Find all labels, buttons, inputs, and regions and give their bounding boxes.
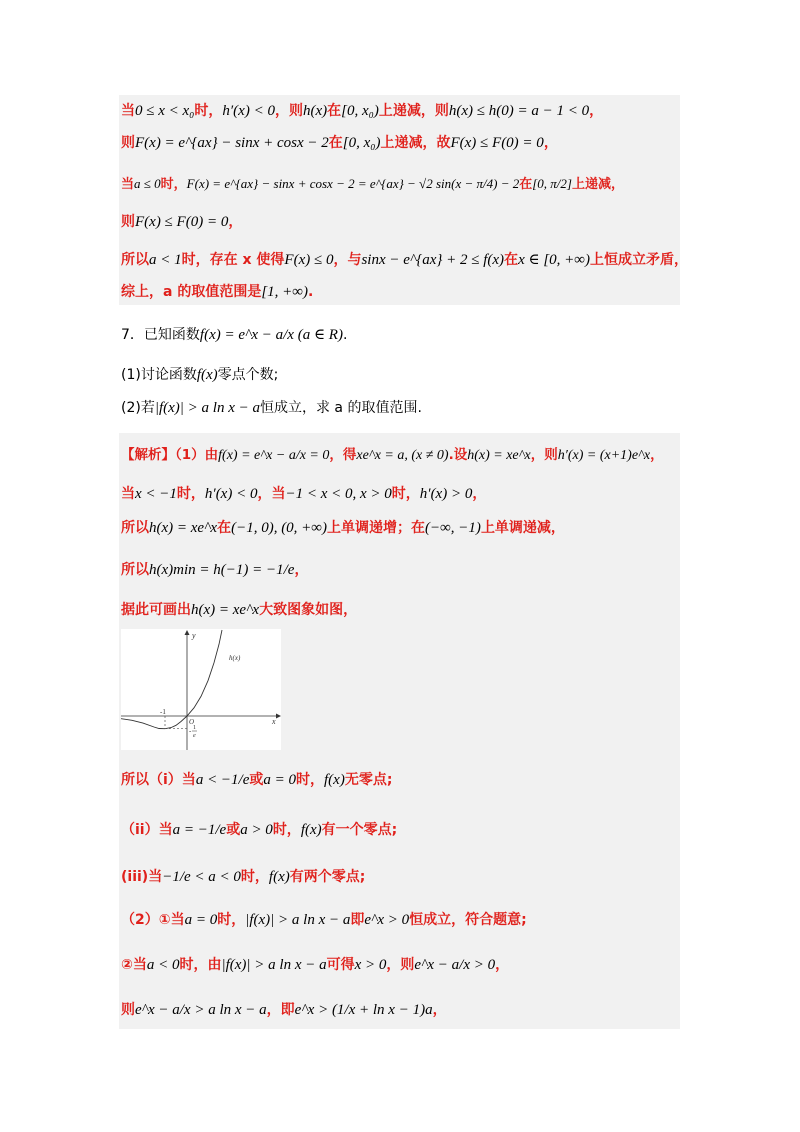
sol-line-5: 据此可画出h(x) = xe^x大致图象如图， xyxy=(121,602,358,618)
y-tick-denominator: e xyxy=(193,733,196,739)
prev-line-6: 综上，a 的取值范围是[1, +∞). xyxy=(121,284,314,300)
prev-line-4: 则F(x) ≤ F(0) = 0， xyxy=(121,214,243,230)
sol-line-1: 【解析】（1）由f(x) = e^x − a/x = 0，得xe^x = a, (x ≠ 0).设h(x) = xe^x，则h′(x) = (x+1)e^x， xyxy=(121,447,664,463)
sol-line-6: 所以（i）当a < −1/e或a = 0时，f(x)无零点; xyxy=(121,772,393,788)
sol-line-9: （2）①当a = 0时，|f(x)| > a ln x − a即e^x > 0恒成立，符合题意; xyxy=(121,912,527,928)
sol-line-3: 所以h(x) = xe^x在(−1, 0), (0, +∞)上单调递增；在(−∞, −1)上单调递减， xyxy=(121,520,565,536)
curve-label: h(x) xyxy=(229,654,241,662)
hx-curve xyxy=(121,630,222,729)
origin-label: O xyxy=(189,718,195,726)
prev-line-1: 当0 ≤ x < x₀时，h′(x) < 0，则h(x)在[0, x₀)上递减，则h(x) ≤ h(0) = a − 1 < 0， xyxy=(121,103,604,119)
x-axis-arrow xyxy=(276,714,281,719)
sol-line-10: ②当a < 0时，由|f(x)| > a ln x − a可得x > 0，则e^x − a/x > 0， xyxy=(121,957,510,973)
sol-line-2: 当x < −1时，h′(x) < 0，当−1 < x < 0, x > 0时，h′(x) > 0， xyxy=(121,486,487,502)
prev-line-3: 当a ≤ 0时，F(x) = e^{ax} − sinx + cosx − 2 = e^{ax} − √2 sin(x − π/4) − 2在[0, π/2]上递减， xyxy=(121,176,624,192)
hx-graph-svg xyxy=(121,629,281,750)
y-tick-minus: - xyxy=(189,727,192,735)
hx-graph xyxy=(121,629,281,750)
problem7-stem: 7．已知函数f(x) = e^x − a/x (a ∈ R). xyxy=(121,327,348,343)
prev-solution-box xyxy=(119,95,688,305)
problem7-q1: (1)讨论函数f(x)零点个数; xyxy=(121,367,279,383)
x-axis-label: x xyxy=(272,717,276,726)
y-axis-label: y xyxy=(192,631,196,640)
sol-line-4: 所以h(x)min = h(−1) = −1/e， xyxy=(121,562,309,578)
y-axis-arrow xyxy=(185,630,190,635)
prev-line-2: 则F(x) = e^{ax} − sinx + cosx − 2在[0, x₀)上递减，故F(x) ≤ F(0) = 0， xyxy=(121,135,558,151)
problem7-q2: (2)若|f(x)| > a ln x − a恒成立，求 a 的取值范围. xyxy=(121,400,422,416)
sol-line-11: 则e^x − a/x > a ln x − a，即e^x > (1/x + ln x − 1)a， xyxy=(121,1002,447,1018)
y-tick-numerator: 1 xyxy=(193,725,196,731)
x-tick-label: -1 xyxy=(160,708,166,716)
sol-line-8: (iii)当−1/e < a < 0时，f(x)有两个零点; xyxy=(121,869,366,885)
prev-line-5: 所以a < 1时，存在 x 使得F(x) ≤ 0，与sinx − e^{ax} + 2 ≤ f(x)在x ∈ [0, +∞)上恒成立矛盾， xyxy=(121,252,688,268)
sol-line-7: （ii）当a = −1/e或a > 0时，f(x)有一个零点; xyxy=(121,822,398,838)
